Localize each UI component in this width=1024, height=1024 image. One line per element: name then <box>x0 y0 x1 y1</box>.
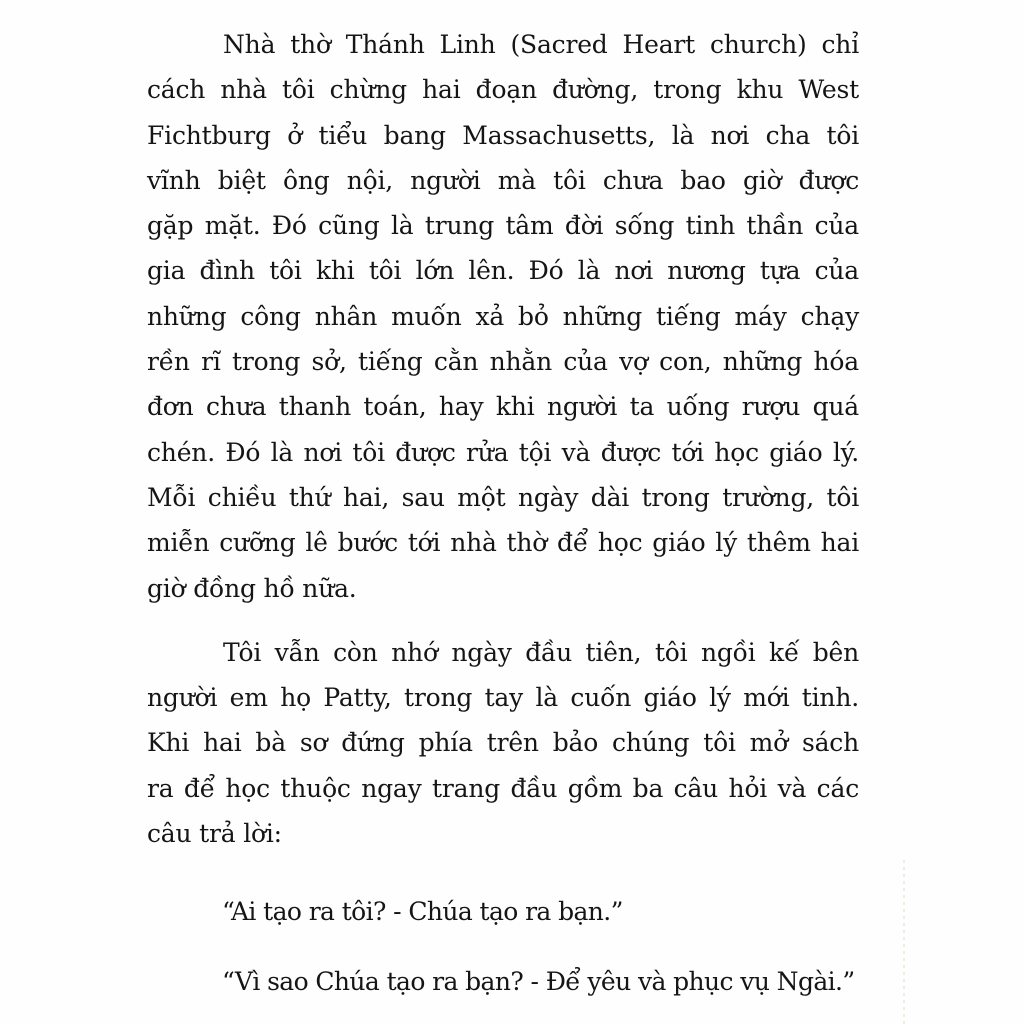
text-line: cách nhà tôi chừng hai đoạn đường, trong khu West <box>147 75 859 105</box>
paragraph-2 <box>147 630 859 856</box>
text-line: gia đình tôi khi tôi lớn lên. Đó là nơi nương tựa của <box>147 256 859 286</box>
paragraph-1 <box>147 22 859 611</box>
text-line: đơn chưa thanh toán, hay khi người ta uống rượu quá <box>147 392 859 422</box>
text-line: Mỗi chiều thứ hai, sau một ngày dài trong trường, tôi <box>147 482 859 512</box>
text-line: rền rĩ trong sở, tiếng cằn nhằn của vợ con, những hóa <box>147 347 859 377</box>
text-line: miễn cưỡng lê bước tới nhà thờ để học giáo lý thêm hai <box>147 528 859 558</box>
text-line: Fichtburg ở tiểu bang Massachusetts, là nơi cha tôi <box>147 120 859 150</box>
text-line: những công nhân muốn xả bỏ những tiếng máy chạy <box>147 301 859 331</box>
text-line: vĩnh biệt ông nội, người mà tôi chưa bao giờ được <box>147 165 859 195</box>
text-line: người em họ Patty, trong tay là cuốn giáo lý mới tinh. <box>147 683 859 713</box>
text-line: gặp mặt. Đó cũng là trung tâm đời sống tinh thần của <box>147 211 859 241</box>
text-line: Khi hai bà sơ đứng phía trên bảo chúng tôi mở sách <box>147 728 859 758</box>
text-line: Nhà thờ Thánh Linh (Sacred Heart church) chỉ <box>223 30 859 59</box>
text-line: câu trả lời: <box>147 819 282 849</box>
page-edge-shadow <box>903 860 905 1024</box>
text-line: chén. Đó là nơi tôi được rửa tội và được tới học giáo lý. <box>147 437 859 467</box>
catechism-quote-1: “Ai tạo ra tôi? - Chúa tạo ra bạn.” <box>222 897 623 926</box>
text-line: Tôi vẫn còn nhớ ngày đầu tiên, tôi ngồi kế bên <box>223 637 859 667</box>
catechism-quote-2: “Vì sao Chúa tạo ra bạn? - Để yêu và phục vụ Ngài.” <box>222 967 855 996</box>
text-line: giờ đồng hồ nữa. <box>147 573 357 603</box>
text-line: ra để học thuộc ngay trang đầu gồm ba câu hỏi và các <box>147 773 859 803</box>
body-text <box>147 22 859 856</box>
